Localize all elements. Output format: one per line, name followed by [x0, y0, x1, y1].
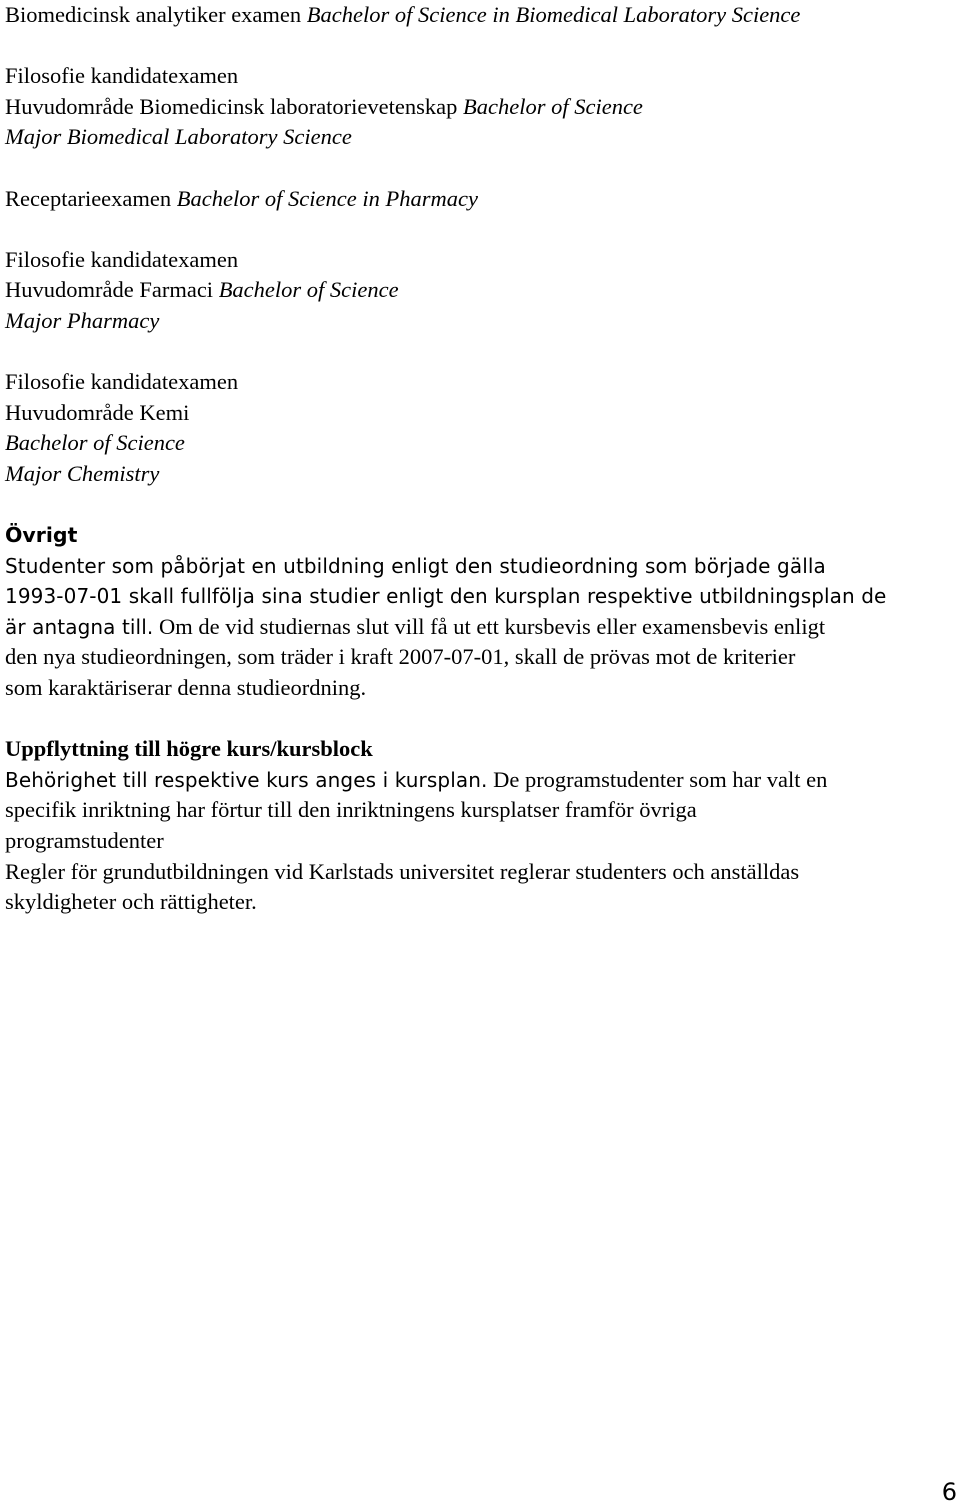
- degree-title-en: Bachelor of Science in Pharmacy: [176, 185, 478, 211]
- degree-title-sv: Receptarieexamen: [5, 185, 172, 211]
- major-sv: Huvudområde Biomedicinsk laboratorievetenskap: [5, 93, 458, 119]
- text-span: De programstudenter som har valt en: [487, 766, 828, 792]
- paragraph-line: den nya studieordningen, som träder i kraft 2007-07-01, skall de prövas mot de kriterier: [5, 644, 796, 670]
- paragraph-line: Studenter som påbörjat en utbildning enligt den studieordning som började gälla: [5, 553, 826, 578]
- major-en: Major Biomedical Laboratory Science: [5, 124, 352, 150]
- text-span: är antagna till.: [5, 614, 154, 639]
- text-span: Behörighet till respektive kurs anges i kursplan.: [5, 767, 488, 792]
- major-sv: Huvudområde Farmaci: [5, 277, 214, 303]
- section-heading-uppflyttning: Uppflyttning till högre kurs/kursblock: [5, 736, 373, 762]
- paragraph-line: skyldigheter och rättigheter.: [5, 889, 257, 915]
- major-en-inline: Bachelor of Science: [5, 430, 185, 456]
- degree-title-biomedicine: [5, 0, 957, 31]
- paragraph-line: programstudenter: [5, 828, 164, 854]
- paragraph-line: specifik inriktning har förtur till den inriktningens kursplatser framför övriga: [5, 797, 697, 823]
- major-en-inline: Bachelor of Science: [463, 93, 643, 119]
- general-degree: Filosofie kandidatexamen: [5, 246, 239, 272]
- major-en: Major Chemistry: [5, 460, 160, 486]
- text-span: Om de vid studiernas slut vill få ut ett kursbevis eller examensbevis enligt: [153, 613, 826, 639]
- major-sv: Huvudområde Kemi: [5, 399, 190, 425]
- major-line: [5, 92, 957, 123]
- general-degree: Filosofie kandidatexamen: [5, 369, 239, 395]
- general-degree: Filosofie kandidatexamen: [5, 63, 239, 89]
- major-en: Major Pharmacy: [5, 307, 160, 333]
- page-number: 6: [941, 1478, 957, 1506]
- paragraph-line: [5, 765, 957, 796]
- degree-title-sv: Biomedicinsk analytiker examen: [5, 2, 302, 27]
- document-body: [5, 0, 957, 918]
- degree-title-en: Bachelor of Science in Biomedical Laboratory Science: [306, 2, 801, 27]
- major-line: [5, 275, 957, 306]
- section-heading-ovrigt: Övrigt: [5, 523, 78, 548]
- degree-title-pharmacy: [5, 184, 957, 215]
- major-en-inline: Bachelor of Science: [218, 277, 399, 303]
- paragraph-line: 1993-07-01 skall fullfölja sina studier enligt den kursplan respektive utbildningsplan de: [5, 584, 887, 609]
- paragraph-line: som karaktäriserar denna studieordning.: [5, 675, 367, 701]
- paragraph-line: Regler för grundutbildningen vid Karlstads universitet reglerar studenters och anställdas: [5, 858, 800, 884]
- paragraph-line: [5, 612, 957, 643]
